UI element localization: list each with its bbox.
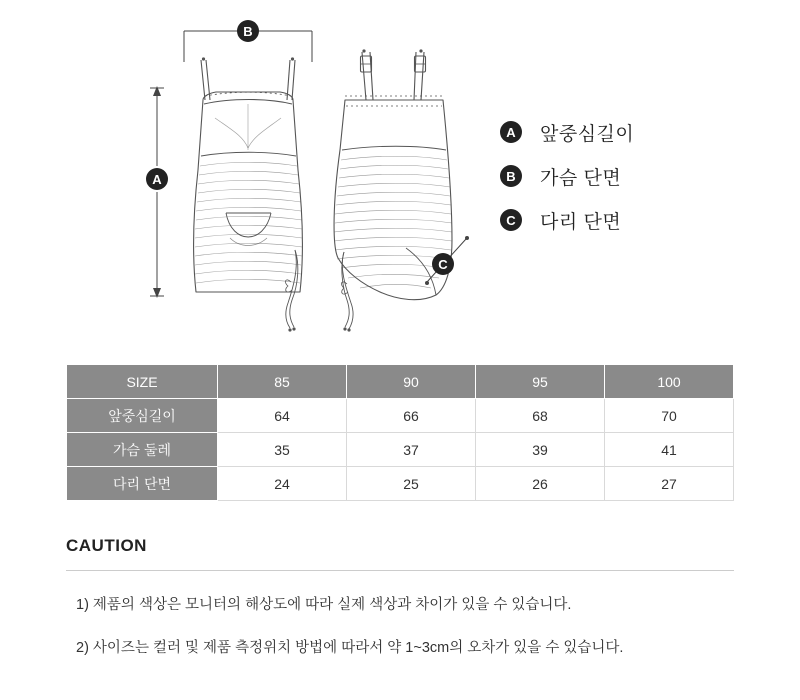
caution-item-1: 1) 제품의 색상은 모니터의 해상도에 따라 실제 색상과 차이가 있을 수 있습니다. (76, 597, 572, 613)
cell-front-length-100: 70 (605, 399, 734, 433)
garment-back-view (334, 49, 452, 331)
garment-front-view (194, 57, 303, 331)
table-header-90: 90 (347, 365, 476, 399)
table-row (67, 467, 734, 501)
cell-front-length-95: 68 (476, 399, 605, 433)
table-row (67, 433, 734, 467)
table-header-row (67, 365, 734, 399)
row-label-leg: 다리 단면 (67, 467, 218, 501)
legend-item-c (500, 198, 780, 242)
caution-item-2: 2) 사이즈는 컬러 및 제품 측정위치 방법에 따라서 약 1~3cm의 오차가 있을 수 있습니다. (76, 640, 624, 656)
marker-c-label: C (438, 257, 448, 272)
cell-chest-90: 37 (347, 433, 476, 467)
row-label-chest: 가슴 둘레 (67, 433, 218, 467)
caution-section (66, 536, 734, 657)
size-table (66, 364, 734, 501)
cell-chest-95: 39 (476, 433, 605, 467)
cell-chest-85: 35 (218, 433, 347, 467)
legend-label-b: 가슴 단면 (540, 167, 622, 189)
caution-title: CAUTION (66, 536, 147, 555)
table-header-95: 95 (476, 365, 605, 399)
dimension-a-line (150, 86, 164, 298)
cell-chest-100: 41 (605, 433, 734, 467)
row-label-front-length: 앞중심길이 (67, 399, 218, 433)
legend-item-a (500, 110, 780, 154)
table-header-85: 85 (218, 365, 347, 399)
cell-front-length-90: 66 (347, 399, 476, 433)
legend-label-a: 앞중심길이 (540, 123, 635, 145)
table-row (67, 399, 734, 433)
legend-item-b (500, 154, 780, 198)
caution-divider (66, 570, 734, 571)
table-header-100: 100 (605, 365, 734, 399)
cell-leg-90: 25 (347, 467, 476, 501)
cell-leg-95: 26 (476, 467, 605, 501)
cell-leg-100: 27 (605, 467, 734, 501)
marker-a-label: A (152, 172, 162, 187)
cell-leg-85: 24 (218, 467, 347, 501)
legend-label-c: 다리 단면 (540, 211, 622, 233)
legend (500, 110, 780, 242)
size-table-container (66, 364, 734, 501)
cell-front-length-85: 64 (218, 399, 347, 433)
legend-badge-a: A (500, 121, 522, 143)
legend-badge-b: B (500, 165, 522, 187)
table-header-size: SIZE (67, 365, 218, 399)
legend-badge-c: C (500, 209, 522, 231)
marker-b-label: B (243, 24, 253, 39)
